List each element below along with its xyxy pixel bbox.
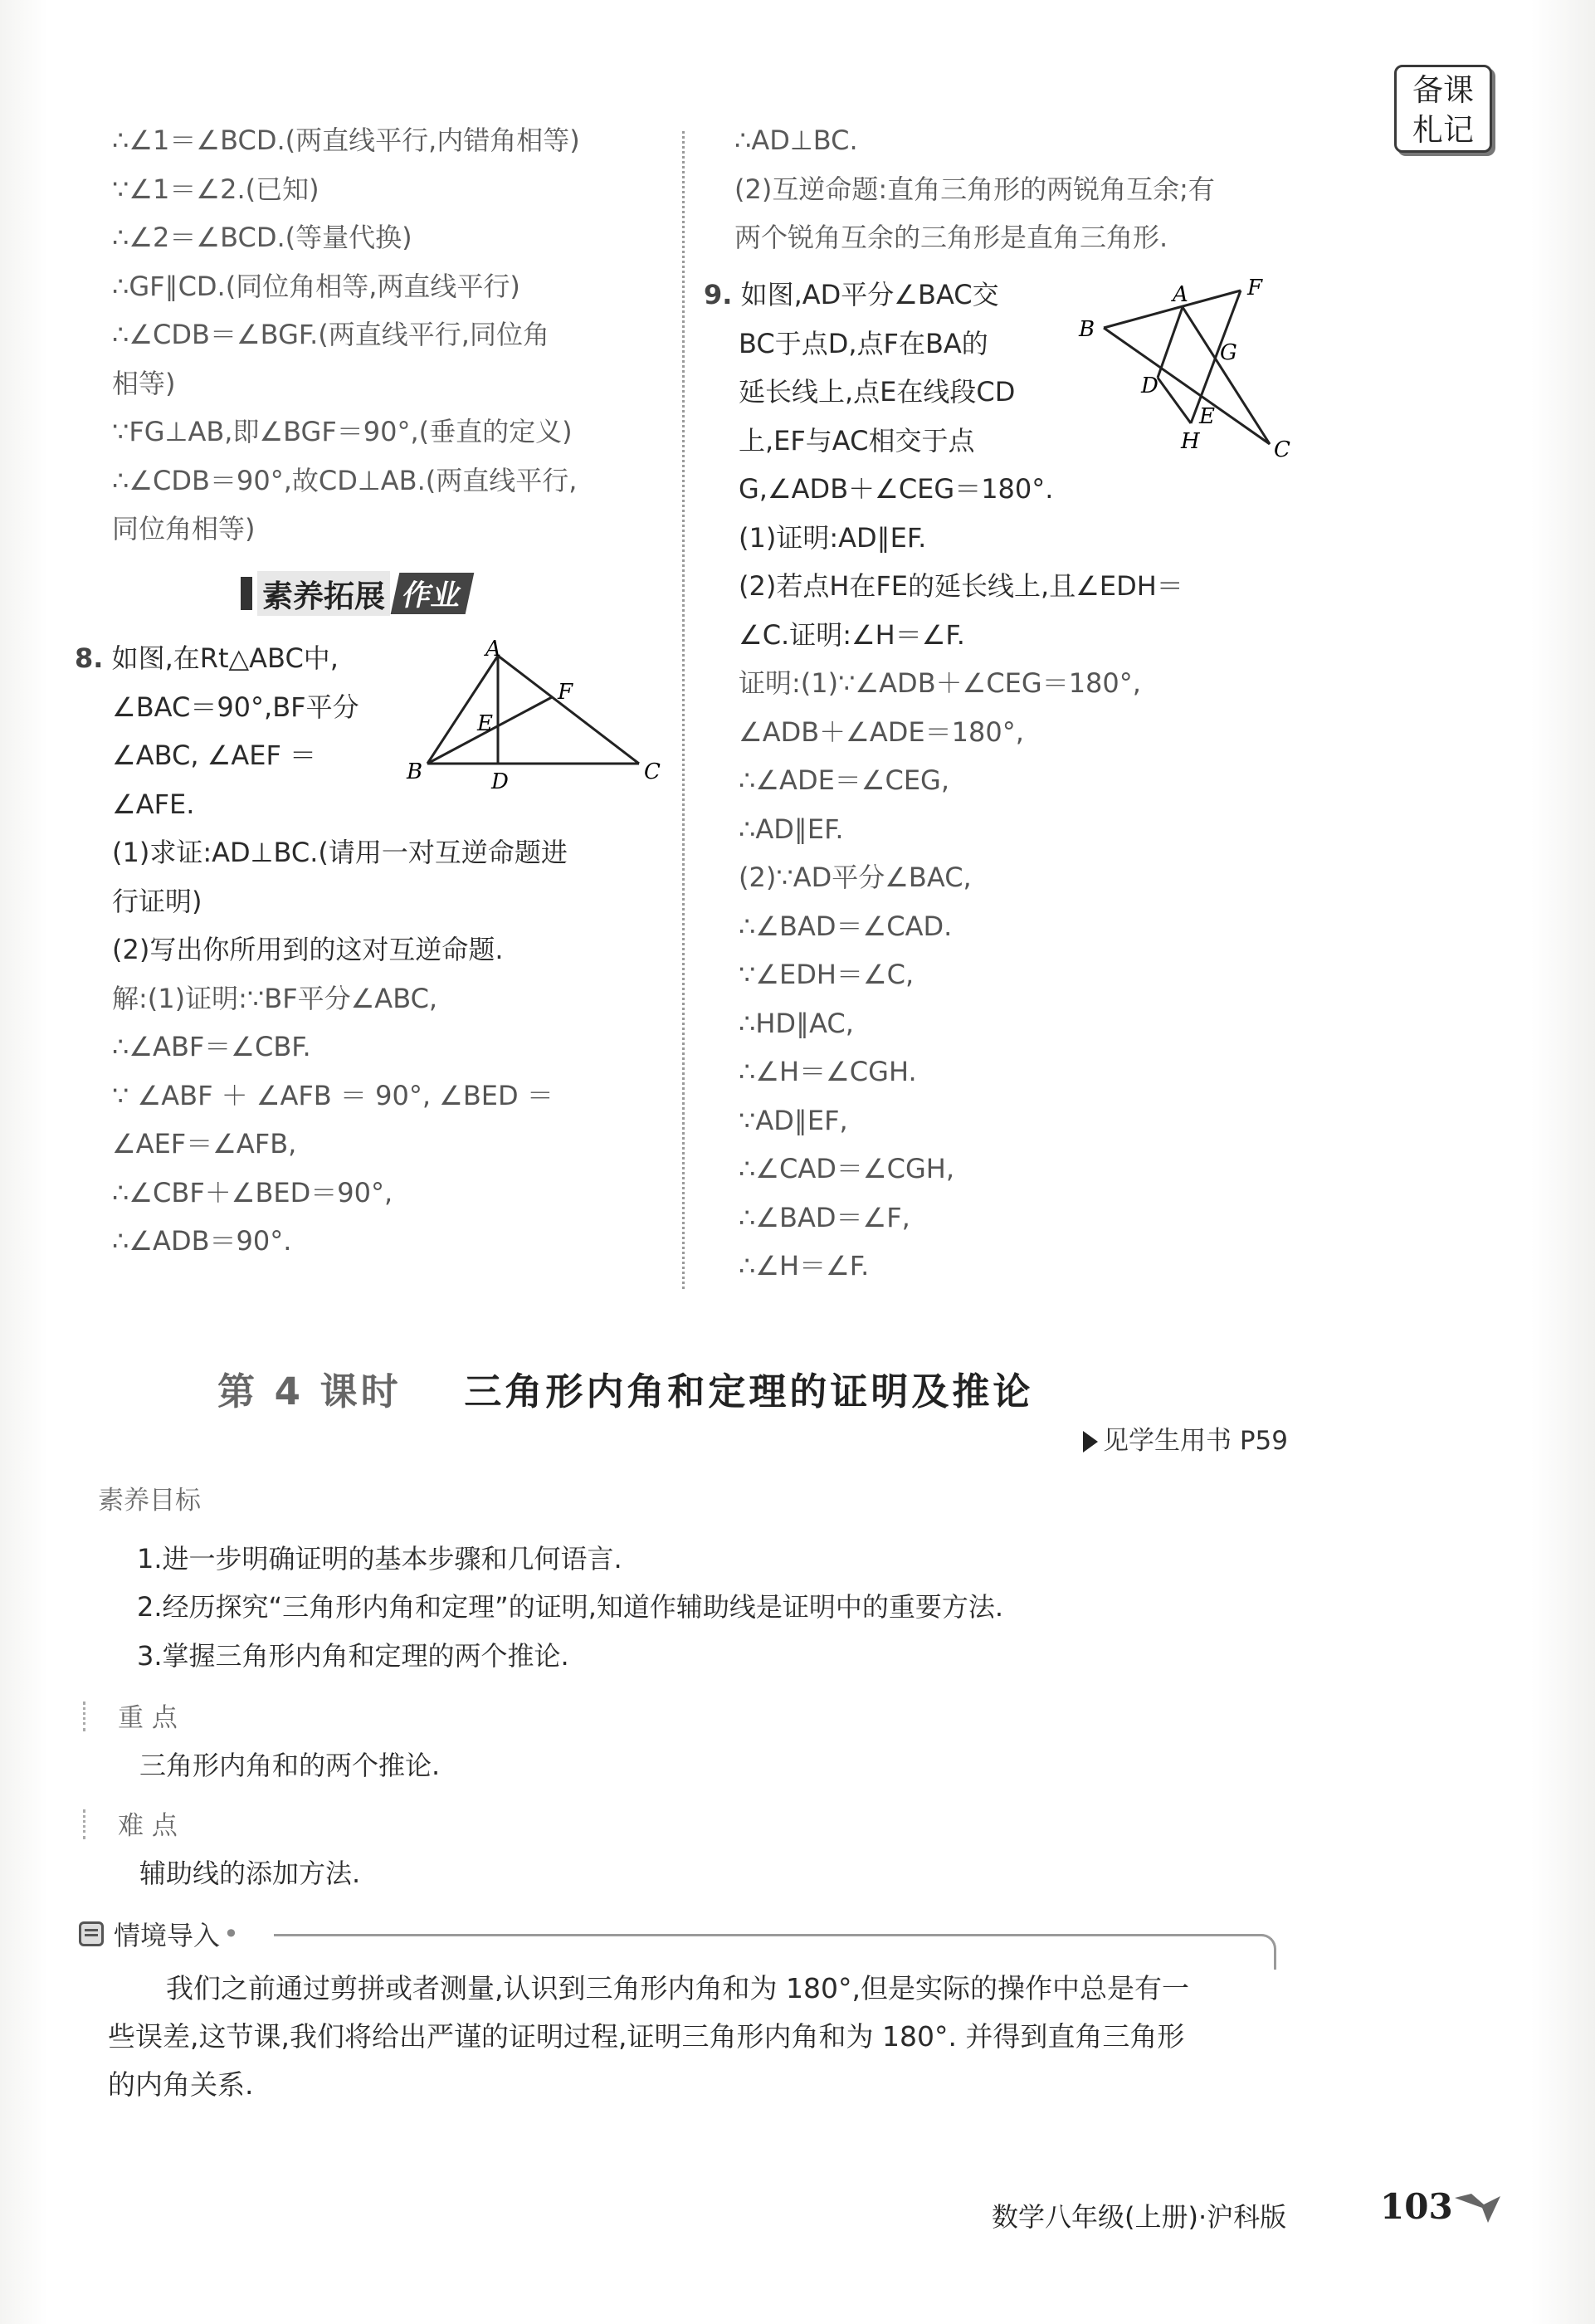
notes-badge [1394,65,1492,153]
extension-header [241,573,470,614]
solution-line: ∠ADB＋∠ADE＝180°, [739,715,1024,748]
extension-title: 素养拓展 [257,571,390,616]
badge-line-2: 札记 [1412,112,1474,148]
solution-line: ∴∠BAD＝∠F, [739,1201,910,1233]
solution-line: ∴∠BAD＝∠CAD. [739,910,953,942]
q9-label-d: D [1141,374,1158,398]
student-book-reference [1083,1419,1288,1457]
badge-line-1: 备课 [1412,72,1474,108]
solution-line: 解:(1)证明:∵BF平分∠ABC, [112,982,438,1014]
proof-line: ∵∠1＝∠2.(已知) [112,173,319,205]
proof-line: ∴∠1＝∠BCD.(两直线平行,内错角相等) [112,124,580,156]
header-chip [241,577,252,610]
proof-line: 同位角相等) [112,513,256,544]
q8-part: 行证明) [112,885,202,917]
proof-line: ∵FG⊥AB,即∠BGF＝90°,(垂直的定义) [112,416,573,447]
q9-stem-line: BC于点D,点F在BA的 [739,327,988,359]
intro-header [79,1915,239,1953]
question-number: 9. [704,279,733,310]
objectives-label: 素养目标 [98,1486,201,1516]
reference-text: 见学生用书 P59 [1103,1426,1288,1456]
solution-line: ∵ ∠ABF ＋ ∠AFB ＝ 90°, ∠BED ＝ [112,1079,554,1111]
proof-line: ∴∠2＝∠BCD.(等量代换) [112,222,412,253]
q8-label-f: F [558,680,573,705]
q9-label-h: H [1181,429,1200,454]
q8-stem-line: 如图,在Rt△ABC中, [111,642,339,674]
dot-icon: • [223,1918,239,1950]
q8-label-c: C [644,759,661,784]
objective-item: 3.掌握三角形内角和定理的两个推论. [137,1640,569,1672]
q9-stem-line: 上,EF与AC相交于点 [739,424,975,456]
intro-line: 的内角关系. [108,2068,254,2101]
section-marker [83,1702,89,1731]
right-column [734,116,1299,262]
solution-line: ∴∠CBF＋∠BED＝90°, [112,1176,393,1208]
q9-label-f: F [1247,276,1263,300]
q8-part: (1)求证:AD⊥BC.(请用一对互逆命题进 [112,837,568,868]
solution-line: ∴AD∥EF. [739,813,844,845]
key-point-text: 三角形内角和的两个推论. [139,1750,441,1781]
proof-line: ∴AD⊥BC. [734,124,858,156]
page-corner-icon [1451,2190,1509,2231]
page-number: 103 [1380,2186,1453,2227]
solution-line: ∴∠H＝∠F. [739,1250,870,1282]
proof-line: ∴GF∥CD.(同位角相等,两直线平行) [112,270,520,302]
q8-label-e: E [477,711,493,736]
q9-label-b: B [1079,317,1095,342]
proof-line: 相等) [112,367,176,399]
q8-part: (2)写出你所用到的这对互逆命题. [112,934,504,965]
q9-label-g: G [1220,340,1237,365]
slideshow-icon [79,1921,104,1946]
solution-line: ∴∠H＝∠CGH. [739,1056,917,1087]
q9-part: (1)证明:AD∥EF. [739,521,927,554]
arrow-right-icon [1083,1431,1098,1452]
intro-label: 情境导入 [114,1920,221,1951]
difficulty-label: 难 点 [118,1811,178,1841]
lesson-heading [217,1361,1033,1415]
left-column [112,116,668,554]
solution-line: ∴∠ADE＝∠CEG, [739,764,950,796]
objective-item: 2.经历探究“三角形内角和定理”的证明,知道作辅助线是证明中的重要方法. [137,1591,1004,1623]
q8-label-a: A [485,639,501,662]
q9-stem-line: G,∠ADB＋∠CEG＝180°. [739,473,1054,505]
lesson-title: 三角形内角和定理的证明及推论 [464,1370,1034,1413]
question-number: 8. [75,642,104,674]
proof-line: (2)互逆命题:直角三角形的两锐角互余;有 [734,173,1215,205]
intro-line: 些误差,这节课,我们将给出严谨的证明过程,证明三角形内角和为 180°. 并得到直角三角形 [108,2020,1185,2053]
q8-label-d: D [491,769,509,794]
solution-line: ∴HD∥AC, [739,1007,854,1039]
difficulty-text: 辅助线的添加方法. [139,1858,361,1889]
objective-item: 1.进一步明确证明的基本步骤和几何语言. [137,1543,622,1575]
lesson-prefix: 第 4 课时 [217,1370,402,1413]
solution-line: ∴∠ADB＝90°. [112,1225,292,1257]
q9-label-e: E [1199,404,1215,429]
q9-part: (2)若点H在FE的延长线上,且∠EDH＝ [739,570,1183,602]
key-point-label: 重 点 [118,1703,178,1733]
q8-figure [398,639,672,805]
section-marker [83,1809,89,1839]
solution-line: ∴∠CAD＝∠CGH, [739,1153,954,1184]
intro-line: 我们之前通过剪拼或者测量,认识到三角形内角和为 180°,但是实际的操作中总是有一 [166,1972,1189,2004]
proof-line: ∴∠CDB＝∠BGF.(两直线平行,同位角 [112,319,549,350]
q9-label-c: C [1274,437,1290,462]
proof-line: 两个锐角互余的三角形是直角三角形. [734,222,1168,253]
solution-line: (2)∵AD平分∠BAC, [739,862,972,893]
q8-label-b: B [407,759,423,784]
q9-stem-line: 延长线上,点E在线段CD [739,376,1016,408]
q8-stem-line: ∠ABC, ∠AEF ＝ [112,740,317,771]
proof-line: ∴∠CDB＝90°,故CD⊥AB.(两直线平行, [112,464,578,496]
q8-stem-line: ∠BAC＝90°,BF平分 [112,691,359,723]
extension-tag: 作业 [391,573,475,614]
book-title: 数学八年级(上册)·沪科版 [992,2201,1287,2233]
q8-stem-line: ∠AFE. [112,788,195,820]
q9-label-a: A [1173,282,1188,307]
solution-line: ∵∠EDH＝∠C, [739,959,915,990]
q9-figure [1075,270,1307,465]
solution-line: ∵AD∥EF, [739,1104,848,1136]
solution-line: 证明:(1)∵∠ADB＋∠CEG＝180°, [739,667,1141,699]
solution-line: ∴∠ABF＝∠CBF. [112,1031,311,1062]
q9-stem-line: 如图,AD平分∠BAC交 [740,279,999,310]
solution-line: ∠AEF＝∠AFB, [112,1128,297,1160]
q9-part: ∠C.证明:∠H＝∠F. [739,618,965,651]
column-divider [682,131,685,1289]
